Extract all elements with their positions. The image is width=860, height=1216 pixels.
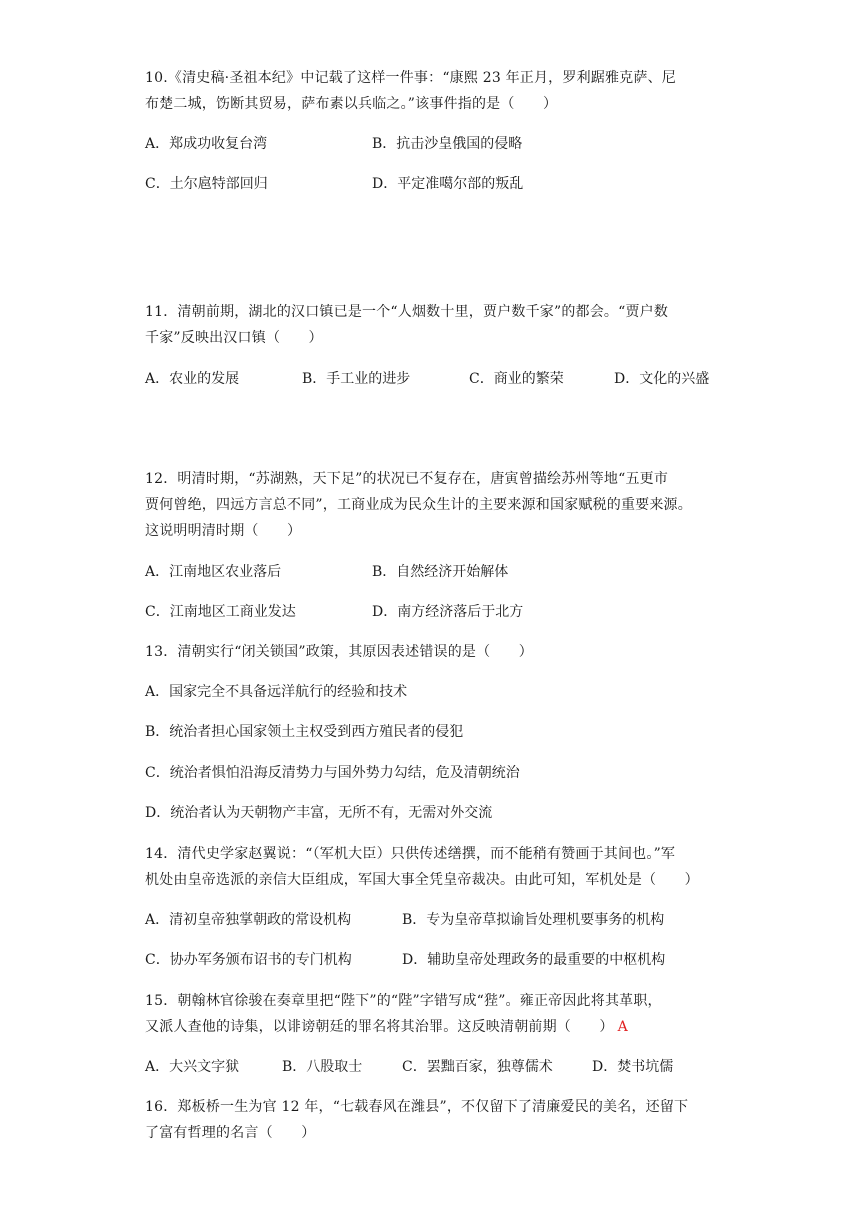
- q13-option-a: A．国家完全不具备远洋航行的经验和技术: [145, 684, 408, 700]
- q13-option-c: C．统治者惧怕沿海反清势力与国外势力勾结，危及清朝统治: [145, 765, 520, 781]
- q12-option-c: C．江南地区工商业发达: [145, 604, 296, 620]
- q14-option-d: D．辅助皇帝处理政务的最重要的中枢机构: [402, 952, 666, 968]
- q14-stem-line-2: 机处由皇帝选派的亲信大臣组成，军国大事全凭皇帝裁决。由此可知，军机处是（ ）: [145, 872, 699, 888]
- q10-option-b: B．抗击沙皇俄国的侵略: [372, 136, 523, 152]
- q15-stem-line-2: [145, 1017, 628, 1037]
- q11-stem-line-2: 千家”反映出汉口镇（ ）: [145, 330, 323, 346]
- q15-option-a: A．大兴文字狱: [145, 1059, 240, 1075]
- q10-option-a: A．郑成功收复台湾: [145, 136, 268, 152]
- q12-stem-line-2: 贾何曾绝，四远方言总不同”，工商业成为民众生计的主要来源和国家赋税的重要来源。: [145, 497, 692, 513]
- q13-stem-line-1: 13．清朝实行“闭关锁国”政策，其原因表述错误的是（ ）: [145, 644, 533, 660]
- q12-option-a: A．江南地区农业落后: [145, 564, 282, 580]
- q10-option-c: C．土尔扈特部回归: [145, 176, 268, 192]
- q12-option-d: D．南方经济落后于北方: [372, 604, 524, 620]
- q14-option-a: A．清初皇帝独掌朝政的常设机构: [145, 912, 352, 928]
- q10-stem-line-1: 10.《清史稿·圣祖本纪》中记载了这样一件事：“康熙 23 年正月，罗利踞雅克萨、尼: [145, 70, 676, 86]
- q12-stem-line-1: 12．明清时期，“苏湖熟，天下足”的状况已不复存在，唐寅曾描绘苏州等地“五更市: [145, 471, 669, 487]
- q15-option-b: B．八股取士: [282, 1059, 363, 1075]
- q10-option-d: D．平定准噶尔部的叛乱: [372, 176, 524, 192]
- q15-stem-line-1: 15．朝翰林官徐骏在奏章里把“陛下”的“陛”字错写成“狴”。雍正帝因此将其革职，: [145, 993, 662, 1009]
- q11-option-d: D．文化的兴盛: [614, 371, 710, 387]
- q13-option-d: D．统治者认为天朝物产丰富，无所不有，无需对外交流: [145, 805, 493, 821]
- q16-stem-line-2: 了富有哲理的名言（ ）: [145, 1125, 316, 1141]
- q14-option-c: C．协办军务颁布诏书的专门机构: [145, 952, 352, 968]
- q12-stem-line-3: 这说明明清时期（ ）: [145, 523, 302, 539]
- q10-stem-line-2: 布楚二城，饬断其贸易，萨布素以兵临之。”该事件指的是（ ）: [145, 96, 558, 112]
- q11-option-b: B．手工业的进步: [302, 371, 411, 387]
- q15-stem-line-2-text: 又派人查他的诗集，以诽谤朝廷的罪名将其治罪。这反映清朝前期（ ）: [145, 1019, 614, 1035]
- q11-option-c: C．商业的繁荣: [469, 371, 564, 387]
- q11-option-a: A．农业的发展: [145, 371, 240, 387]
- q15-option-c: C．罢黜百家，独尊儒术: [402, 1059, 553, 1075]
- q13-option-b: B．统治者担心国家领土主权受到西方殖民者的侵犯: [145, 724, 464, 740]
- q12-option-b: B．自然经济开始解体: [372, 564, 509, 580]
- q15-option-d: D．焚书坑儒: [592, 1059, 674, 1075]
- q16-stem-line-1: 16．郑板桥一生为官 12 年，“七载春风在潍县”，不仅留下了清廉爱民的美名，还留下: [145, 1099, 689, 1115]
- answer-mark: A: [617, 1019, 628, 1035]
- q14-stem-line-1: 14．清代史学家赵翼说：“（军机大臣）只供传述缮撰，而不能稍有赞画于其间也。”军: [145, 846, 676, 862]
- q11-stem-line-1: 11．清朝前期，湖北的汉口镇已是一个“人烟数十里，贾户数千家”的都会。“贾户数: [145, 304, 669, 320]
- q14-option-b: B．专为皇帝草拟谕旨处理机要事务的机构: [402, 912, 665, 928]
